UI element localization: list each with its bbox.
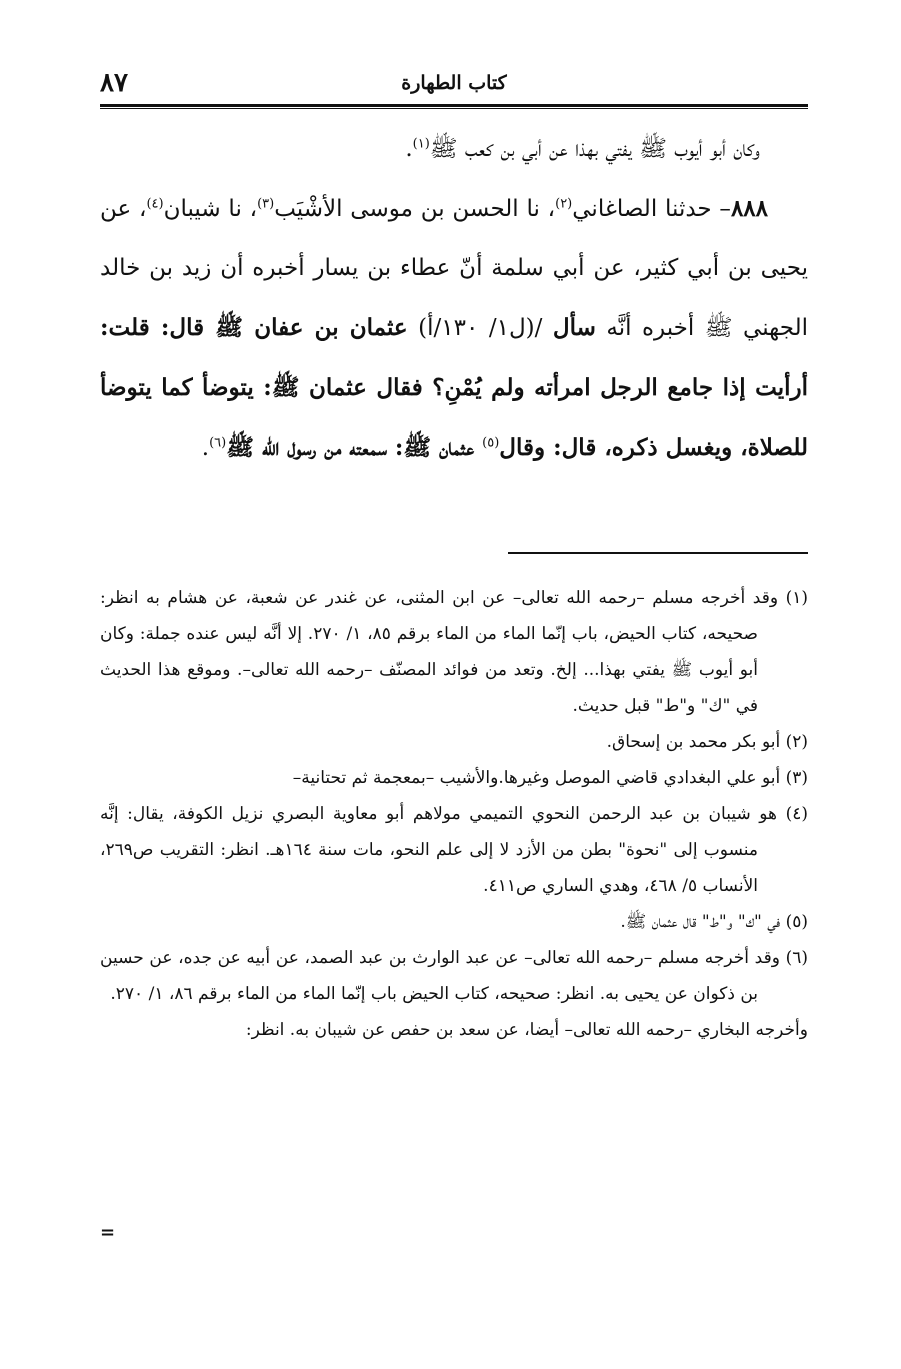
header-rule — [100, 104, 808, 109]
footnote-6: (٦) وقد أخرجه مسلم –رحمه الله تعالى– عن عبد الوارث بن عبد الصمد، عن أبيه عن جده، عن حسين بن ذكوان عن يحيى به. انظر: صحيحه، كتاب الحيض باب إنّما الماء من الماء برقم ٨٦، ١/ ٢٧٠. — [100, 948, 808, 1004]
footnote-ref-2: (٢) — [555, 196, 573, 212]
hadith-text-c: ، نا شيبان — [163, 196, 258, 222]
hadith-text-g: عثمان بن عفان ﷺ قال: قلت: أرأيت إذا جامع الرجل امرأته ولم يُمْنِ؟ فقال عثمان ﷺ: يتوضأ كما يتوضأ للصلاة، ويغسل ذكره، قال: وقال — [100, 314, 808, 461]
footnote-ref-6: (٦) — [209, 435, 227, 451]
manuscript-ref: /(ل١/ ١٣٠/أ) — [407, 315, 553, 341]
page-header — [100, 66, 808, 106]
footnote-ref-1: (١) — [412, 136, 430, 152]
intro-paragraph — [100, 120, 808, 179]
footnote-3: (٣) أبو علي البغدادي قاضي الموصل وغيرها.والأشيب –بمعجمة ثم تحتانية– — [292, 768, 808, 788]
footnote-ref-4: (٤) — [146, 196, 164, 212]
footnote-6-continuation: وأخرجه البخاري –رحمه الله تعالى– أيضا، عن سعد بن حفص عن شيبان به. انظر: — [245, 1020, 808, 1040]
hadith-end: . — [201, 435, 210, 461]
hadith-text-d: ، عن يحيى بن أبي كثير، عن أبي سلمة أنّ عطاء بن يسار أخبره أن زيد بن خالد الجهني ﷺ أخبره أنَّه — [100, 196, 809, 341]
hadith-text-e: سأل — [552, 314, 596, 341]
hadith-number: ٨٨٨ — [730, 195, 768, 222]
footnote-2: (٢) أبو بكر محمد بن إسحاق. — [606, 732, 808, 752]
page-number: ٨٧ — [100, 68, 128, 98]
hadith-text-b: ، نا الحسن بن موسى الأشْيَب — [274, 196, 556, 222]
footnote-4: (٤) هو شيبان بن عبد الرحمن النحوي التميمي مولاهم أبو معاوية البصري نزيل الكوفة، يقال: إنَّه منسوب إلى "نحوة" بطن من الأزد لا إلى علم النحو، مات سنة ١٦٤هـ. انظر: التقريب ص٢٦٩، الأنساب ٥/ ٤٦٨، وهدي الساري ص٤١١. — [100, 804, 808, 896]
footnote-ref-5: (٥) — [482, 435, 500, 451]
hadith-paragraph — [100, 179, 808, 478]
continuation-mark: = — [100, 1222, 116, 1243]
chapter-title: كتاب الطهارة — [401, 72, 507, 94]
intro-text: وكان أبو أيوب ﷺ يفتي بهذا عن أبي بن كعب ﷺ — [429, 136, 760, 162]
main-text — [100, 120, 808, 478]
hadith-text-a: – حدثنا الصاغاني — [572, 196, 731, 222]
footnote-1: (١) وقد أخرجه مسلم –رحمه الله تعالى– عن ابن المثنى، عن غندر عن شعبة، عن هشام به انظر: صحيحه، كتاب الحيض، باب إنّما الماء من الماء برقم ٨٥، ١/ ٢٧٠. إلا أنَّه ليس عنده جملة: وكان أبو أيوب ﷺ يفتي بهذا... إلخ. وتعد من فوائد المصنّف –رحمه الله تعالى–. وموقع هذا الحديث في "ك" و"ط" قبل حديث. — [100, 588, 808, 716]
footnote-separator — [508, 552, 808, 554]
footnote-5: (٥) في "ك" و"ط" قال عثمان ﷺ. — [620, 912, 808, 932]
intro-end: . — [405, 136, 413, 162]
footnote-ref-3: (٣) — [257, 196, 275, 212]
footnotes — [100, 580, 808, 1048]
hadith-text-h: عثمان ﷺ: سمعته من رسول الله ﷺ — [226, 434, 483, 461]
